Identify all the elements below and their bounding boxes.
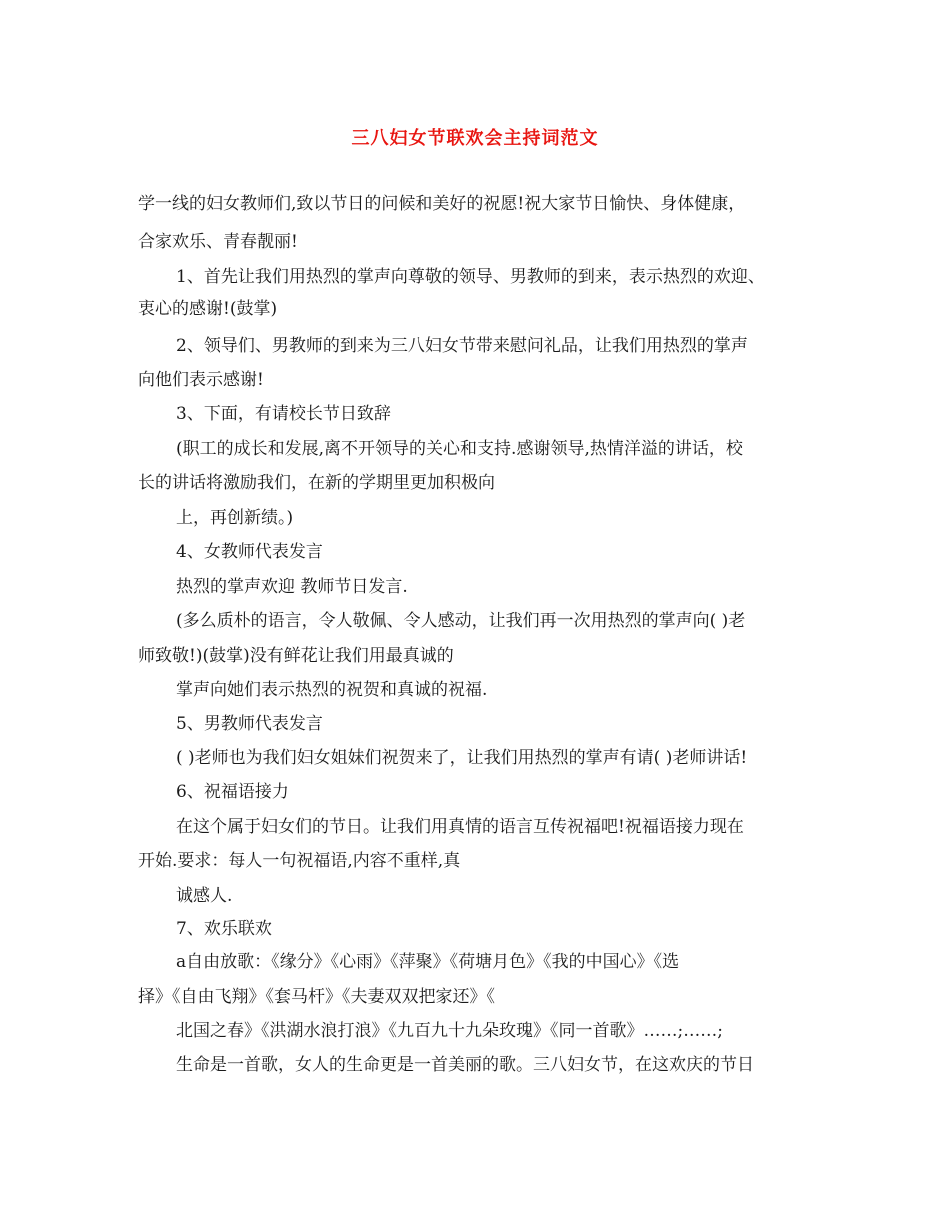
text-line: (职工的成长和发展,离不开领导的关心和支持.感谢领导,热情洋溢的讲话，校 bbox=[176, 439, 743, 459]
text-line: (多么质朴的语言，令人敬佩、令人感动，让我们再一次用热烈的掌声向( )老 bbox=[176, 611, 746, 631]
text-line: 向他们表示感谢! bbox=[138, 370, 264, 390]
text-line: 在这个属于妇女们的节日。让我们用真情的语言互传祝福吧!祝福语接力现在 bbox=[176, 817, 744, 837]
text-line: 择》《自由飞翔》《套马杆》《夫妻双双把家还》《 bbox=[138, 987, 495, 1007]
text-line: 师致敬!)(鼓掌)没有鲜花让我们用最真诚的 bbox=[138, 646, 454, 666]
text-line: 3、下面，有请校长节日致辞 bbox=[176, 404, 391, 424]
document-title: 三八妇女节联欢会主持词范文 bbox=[351, 128, 599, 149]
text-line: 生命是一首歌，女人的生命更是一首美丽的歌。三八妇女节，在这欢庆的节日 bbox=[176, 1055, 754, 1075]
text-line: 上，再创新绩。) bbox=[176, 508, 294, 528]
text-line: 掌声向她们表示热烈的祝贺和真诚的祝福. bbox=[176, 680, 488, 700]
text-line: ( )老师也为我们妇女姐妹们祝贺来了，让我们用热烈的掌声有请( )老师讲话! bbox=[176, 748, 748, 768]
text-line: 学一线的妇女教师们,致以节日的问候和美好的祝愿!祝大家节日愉快、身体健康， bbox=[138, 194, 746, 214]
text-line: 诚感人. bbox=[176, 886, 233, 906]
text-line: a自由放歌：《缘分》《心雨》《萍聚》《荷塘月色》《我的中国心》《选 bbox=[176, 952, 680, 972]
text-line: 热烈的掌声欢迎 教师节日发言. bbox=[176, 577, 408, 597]
text-line: 1、首先让我们用热烈的掌声向尊敬的领导、男教师的到来，表示热烈的欢迎、 bbox=[176, 267, 765, 287]
text-line: 2、领导们、男教师的到来为三八妇女节带来慰问礼品，让我们用热烈的掌声 bbox=[176, 336, 748, 356]
text-line: 长的讲话将激励我们，在新的学期里更加积极向 bbox=[138, 473, 495, 493]
text-line: 6、祝福语接力 bbox=[176, 782, 289, 802]
text-line: 衷心的感谢!(鼓掌) bbox=[138, 299, 278, 319]
text-line: 5、男教师代表发言 bbox=[176, 714, 323, 734]
text-line: 北国之春》《洪湖水浪打浪》《九百九十九朵玫瑰》《同一首歌》……;……; bbox=[176, 1021, 723, 1041]
text-line: 合家欢乐、青春靓丽! bbox=[138, 232, 298, 252]
text-line: 4、女教师代表发言 bbox=[176, 542, 323, 562]
text-line: 开始.要求：每人一句祝福语,内容不重样,真 bbox=[138, 851, 461, 871]
text-line: 7、欢乐联欢 bbox=[176, 919, 272, 939]
